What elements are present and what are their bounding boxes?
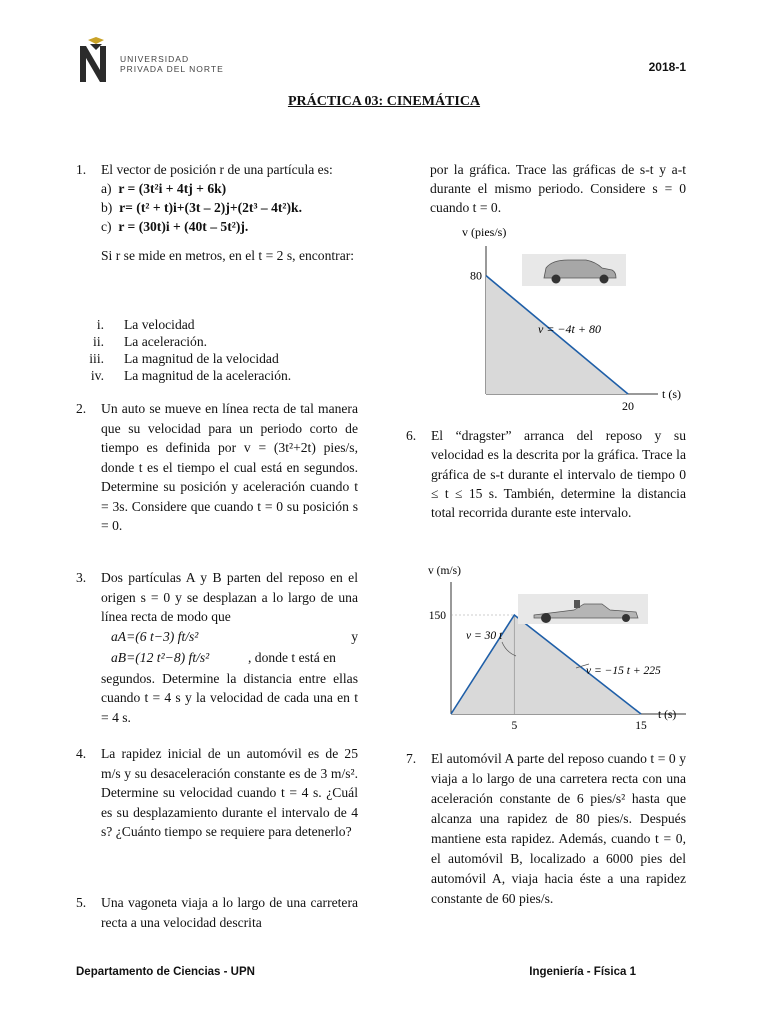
x-axis-label: t (s) — [658, 709, 677, 721]
problem-number: 4. — [76, 746, 87, 761]
problem-text-cont: , donde t está en — [248, 649, 336, 665]
equation-c: c) r = (30t)i + (40t – 5t²)j. — [101, 219, 249, 234]
x-tick-label: 15 — [635, 720, 647, 732]
footer-right: Ingeniería - Física 1 — [529, 966, 636, 978]
list-item: i. La velocidad — [96, 317, 195, 332]
problem-text-end: segundos. Determine la distancia entre ellas cuando t = 4 s y la velocidad de cada una en t = 4 s. — [101, 670, 358, 725]
list-item: ii. La aceleración. — [93, 334, 208, 349]
page-title: PRÁCTICA 03: CINEMÁTICA — [287, 94, 481, 109]
footer-left: Departamento de Ciencias - UPN — [76, 966, 255, 978]
problem-1-items — [76, 316, 356, 384]
equation-aB: aB=(12 t²−8) ft/s² — [111, 649, 210, 665]
problem-text: Una vagoneta viaja a lo largo de una carretera recta a una velocidad descrita — [101, 895, 358, 930]
x-axis-label: t (s) — [662, 387, 681, 401]
list-item: iii. La magnitud de la velocidad — [89, 351, 279, 366]
y-tick-label: 80 — [470, 268, 482, 283]
problem-5-continued: por la gráfica. Trace las gráficas de s-t y a-t durante el mismo periodo. Considere s = 0 cuando t = 0. — [430, 162, 686, 215]
y-axis-label: v (pies/s) — [462, 225, 507, 239]
problem-number: 7. — [406, 751, 417, 766]
x-tick-label: 5 — [511, 720, 518, 732]
problem-number: 1. — [76, 162, 87, 177]
university-logo — [76, 36, 226, 86]
logo-n-icon — [76, 36, 116, 84]
list-item: iv. La magnitud de la aceleración. — [90, 368, 292, 383]
logo-text: UNIVERSIDAD PRIVADA DEL NORTE — [120, 54, 224, 74]
y-axis-label: v (m/s) — [428, 565, 461, 577]
line-equation: v = −4t + 80 — [538, 322, 601, 336]
problem-text: La rapidez inicial de un automóvil es de 25 m/s y su desaceleración constante es de 3 m/s². Determine su velocidad cuando t = 4 s. ¿Cuál es su desplazamiento durante el intervalo de 4 s? ¿Cuánto tiempo se requiere para detenerlo? — [101, 746, 358, 839]
velocity-chart-1 — [446, 222, 696, 417]
line-equation: v = 30 t — [466, 630, 503, 642]
problem-text: El “dragster” arranca del reposo y su velocidad es la descrita por la gráfica. Trace la gráfica de s-t durante el intervalo de tiempo 0 ≤ t ≤ 15 s. También, determine la distancia total recorrida durante este intervalo. — [431, 428, 686, 521]
problem-number: 2. — [76, 401, 87, 416]
dragster-icon — [518, 594, 648, 624]
line-equation: v = −15 t + 225 — [586, 665, 661, 677]
problem-text: Un auto se mueve en línea recta de tal manera que su velocidad para un periodo corto de tiempo es definida por v = (3t²+2t) pies/s, donde t es el tiempo el cual está en segundos. Determine su posición y aceleración cuando t = 3s. Considere que cuando t = 0 su posición s = 0. — [101, 401, 358, 533]
problem-text: El automóvil A parte del reposo cuando t = 0 y viaja a lo largo de una carretera recta con una aceleración constante de 6 pies/s² hasta que alcanza una rapidez de 80 pies/s. Después mantiene esta rapidez. Además, cuando t = 0, el automóvil B, localizado a 6000 pies del automóvil A, viaja hacia éste a una rapidez constante de 60 pies/s. — [431, 751, 686, 906]
velocity-chart-2 — [424, 560, 696, 732]
car-icon — [522, 254, 626, 286]
equation-b: b) r= (t² + t)i+(3t – 2)j+(2t³ – 4t²)k. — [101, 200, 302, 215]
problem-number: 5. — [76, 895, 87, 910]
year: 2018-1 — [648, 60, 686, 74]
problem-number: 3. — [76, 570, 87, 585]
equation-a: a) r = (3t²i + 4tj + 6k) — [101, 181, 227, 196]
problem-number: 6. — [406, 428, 417, 443]
problem-text: El vector de posición r de una partícula es: — [101, 162, 333, 177]
problem-question: Si r se mide en metros, en el t = 2 s, encontrar: — [101, 248, 355, 263]
equation-aA: aA=(6 t−3) ft/s² — [111, 628, 199, 644]
y-tick-label: 150 — [428, 610, 446, 622]
x-tick-label: 20 — [622, 399, 634, 413]
problem-text: Dos partículas A y B parten del reposo en el origen s = 0 y se desplazan a lo largo de una línea recta de modo que — [101, 570, 358, 624]
conjunction: y — [351, 628, 358, 644]
